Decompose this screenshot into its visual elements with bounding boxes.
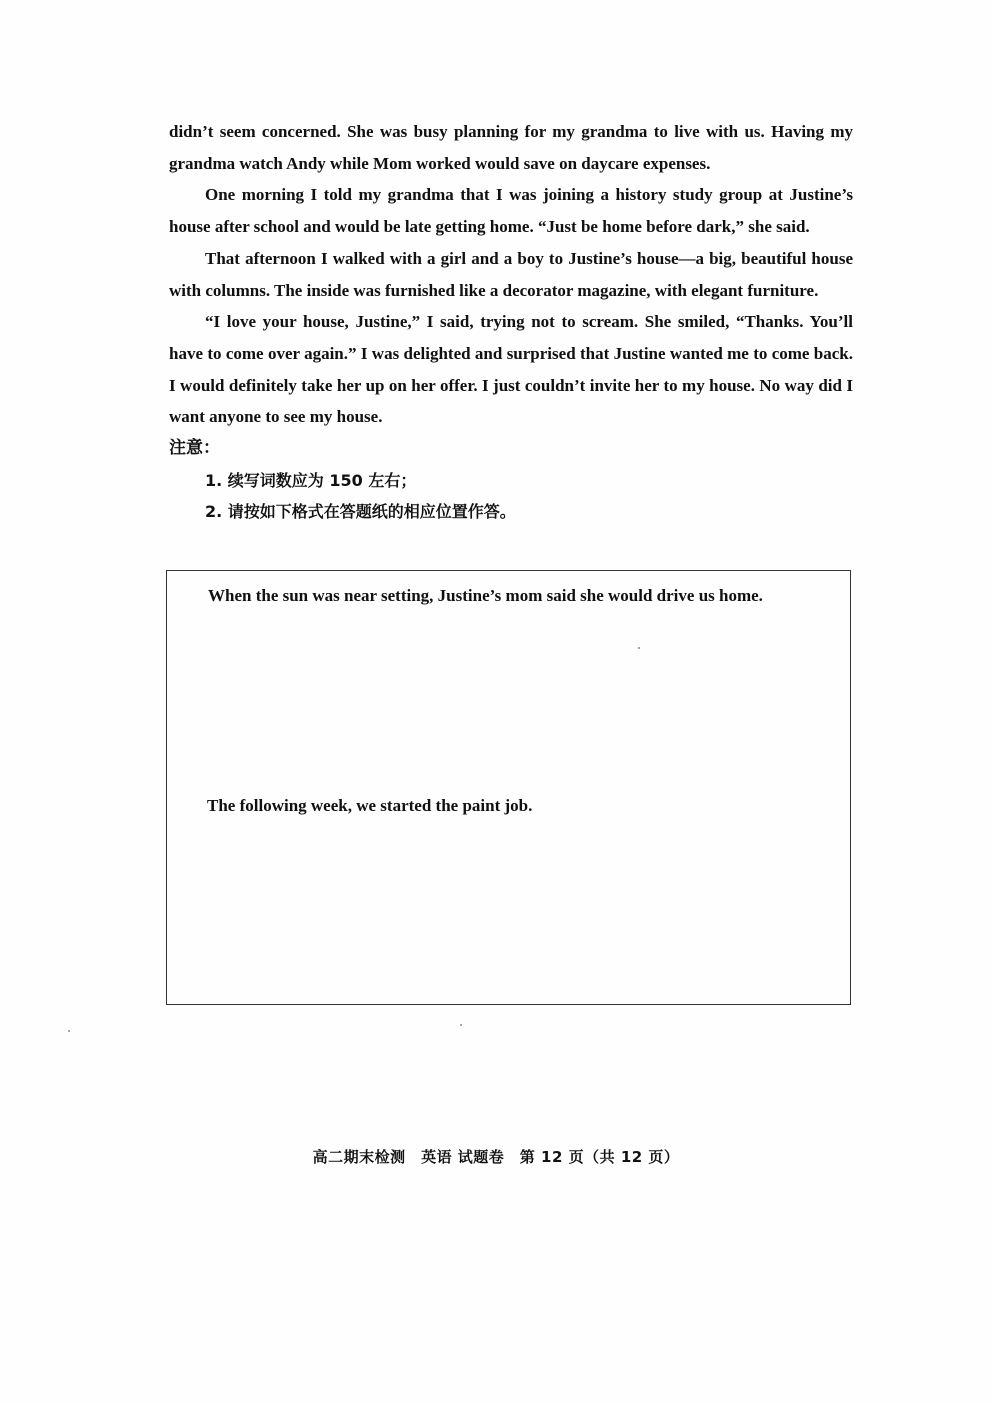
page-footer: 高二期末检测 英语 试题卷 第 12 页（共 12 页） bbox=[312, 1148, 680, 1166]
answer-box-opening-sentence-1: When the sun was near setting, Justine’s mom said she would drive us home. bbox=[208, 586, 763, 605]
note-item-1: 1. 续写词数应为 150 左右； bbox=[205, 470, 417, 490]
passage-paragraph-3: That afternoon I walked with a girl and a boy to Justine’s house—a big, beautiful house with columns. The inside was furnished like a decorator magazine, with elegant furniture. bbox=[169, 248, 853, 300]
passage-paragraph-4: “I love your house, Justine,” I said, trying not to scream. She smiled, “Thanks. You’ll have to come over again.” I was delighted and surprised that Justine wanted me to come back. I would definitely take her up on her offer. I just couldn’t invite her to my house. No way did I want anyone to see my house. bbox=[169, 312, 853, 427]
scan-speck bbox=[68, 1030, 70, 1032]
scan-speck bbox=[460, 1024, 462, 1026]
notes-title: 注意： bbox=[169, 438, 220, 459]
passage-section bbox=[169, 116, 853, 528]
passage-paragraph-2: One morning I told my grandma that I was joining a history study group at Justine’s house after school and would be late getting home. “Just be home before dark,” she said. bbox=[169, 185, 853, 237]
answer-box bbox=[166, 570, 851, 1005]
passage-paragraph-1: didn’t seem concerned. She was busy planning for my grandma to live with us. Having my grandma watch Andy while Mom worked would save on daycare expenses. bbox=[169, 122, 853, 173]
scan-speck bbox=[638, 647, 640, 649]
answer-box-opening-sentence-2: The following week, we started the paint job. bbox=[207, 796, 533, 815]
note-item-2: 2. 请按如下格式在答题纸的相应位置作答。 bbox=[205, 502, 516, 522]
